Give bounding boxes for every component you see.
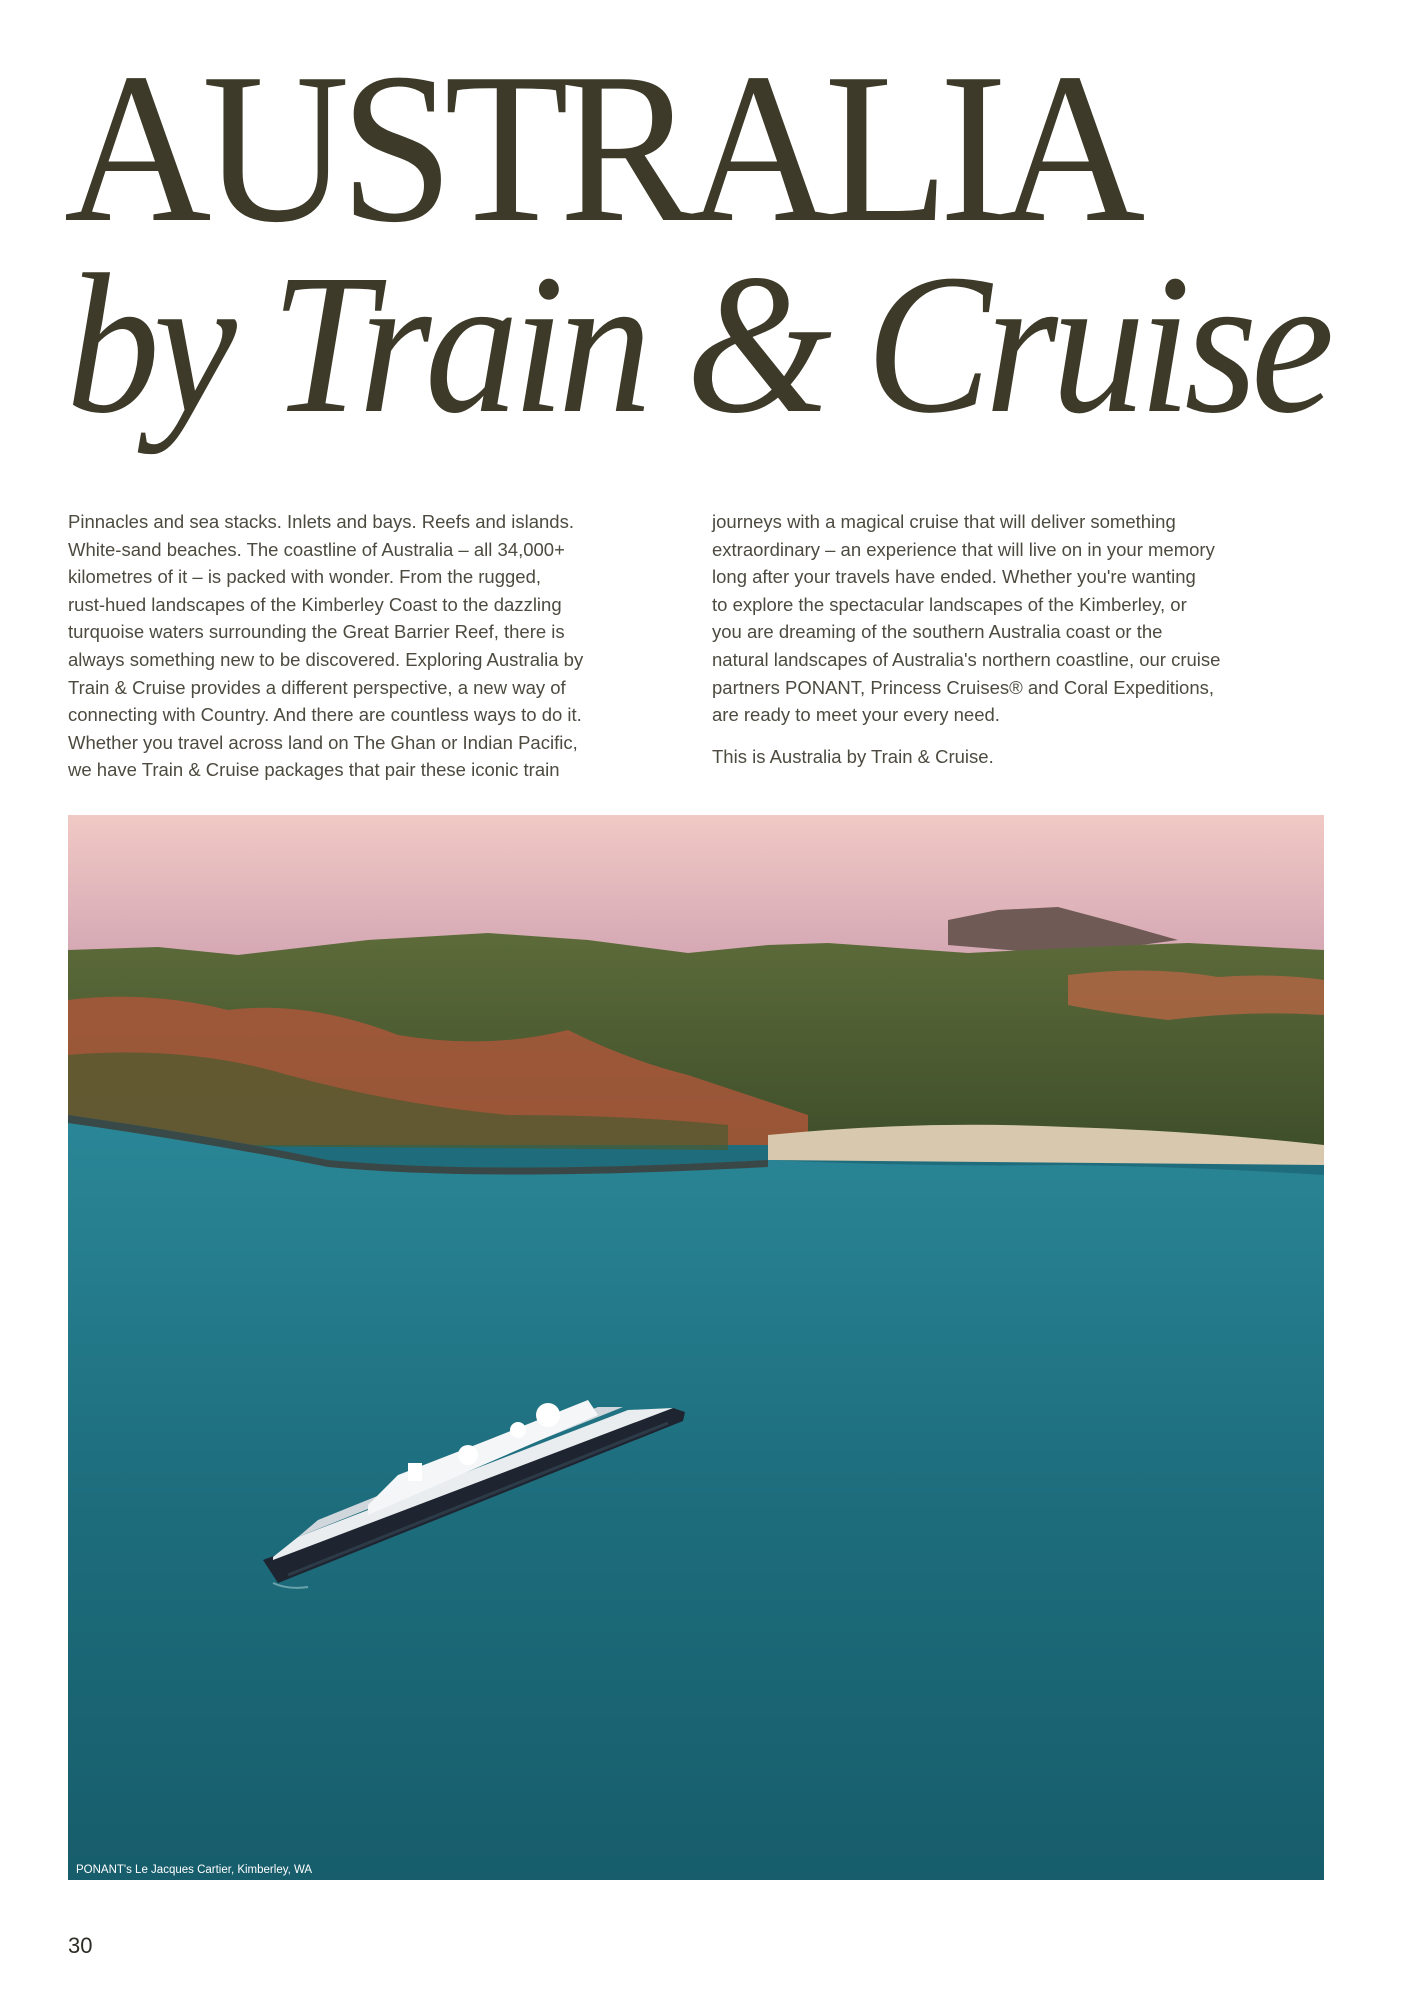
text-line: Train & Cruise provides a different perspective, a new way of <box>68 676 566 698</box>
page-number: 30 <box>68 1933 93 1958</box>
text-line: journeys with a magical cruise that will deliver something <box>712 511 1176 532</box>
text-line: always something new to be discovered. Exploring Australia by <box>68 648 584 670</box>
intro-paragraph <box>68 508 688 784</box>
photo-caption: PONANT's Le Jacques Cartier, Kimberley, WA <box>76 1864 313 1876</box>
text-line: Whether you travel across land on The Ghan or Indian Pacific, <box>68 731 578 753</box>
kimberley-coast-illustration <box>68 815 1324 1880</box>
cruise-ship-photo <box>68 815 1324 1880</box>
text-line: rust-hued landscapes of the Kimberley Coast to the dazzling <box>68 593 562 615</box>
continued-paragraph <box>712 508 1342 729</box>
sea <box>68 1115 1324 1880</box>
page-subtitle: by Train & Cruise <box>66 234 1328 455</box>
text-line: you are dreaming of the southern Australia coast or the <box>712 621 1163 643</box>
text-line: White-sand beaches. The coastline of Australia – all 34,000+ <box>68 538 565 560</box>
text-line: natural landscapes of Australia's northern coastline, our cruise <box>712 648 1221 670</box>
body-column-right <box>712 508 1342 770</box>
text-line: long after your travels have ended. Whether you're wanting <box>712 566 1196 588</box>
closing-paragraph: This is Australia by Train & Cruise. <box>712 745 994 767</box>
text-line: Pinnacles and sea stacks. Inlets and bays. Reefs and islands. <box>68 511 574 532</box>
text-line: turquoise waters surrounding the Great Barrier Reef, there is <box>68 621 565 643</box>
page-title: AUSTRALIA <box>64 28 1136 267</box>
text-line: are ready to meet your every need. <box>712 704 1000 726</box>
text-line: partners PONANT, Princess Cruises® and Coral Expeditions, <box>712 676 1215 698</box>
body-column-left <box>68 508 688 784</box>
text-line: connecting with Country. And there are countless ways to do it. <box>68 704 582 726</box>
text-line: to explore the spectacular landscapes of the Kimberley, or <box>712 593 1187 615</box>
text-line: kilometres of it – is packed with wonder. From the rugged, <box>68 566 541 588</box>
text-line: we have Train & Cruise packages that pair these iconic train <box>68 759 560 781</box>
text-line: extraordinary – an experience that will live on in your memory <box>712 538 1215 560</box>
